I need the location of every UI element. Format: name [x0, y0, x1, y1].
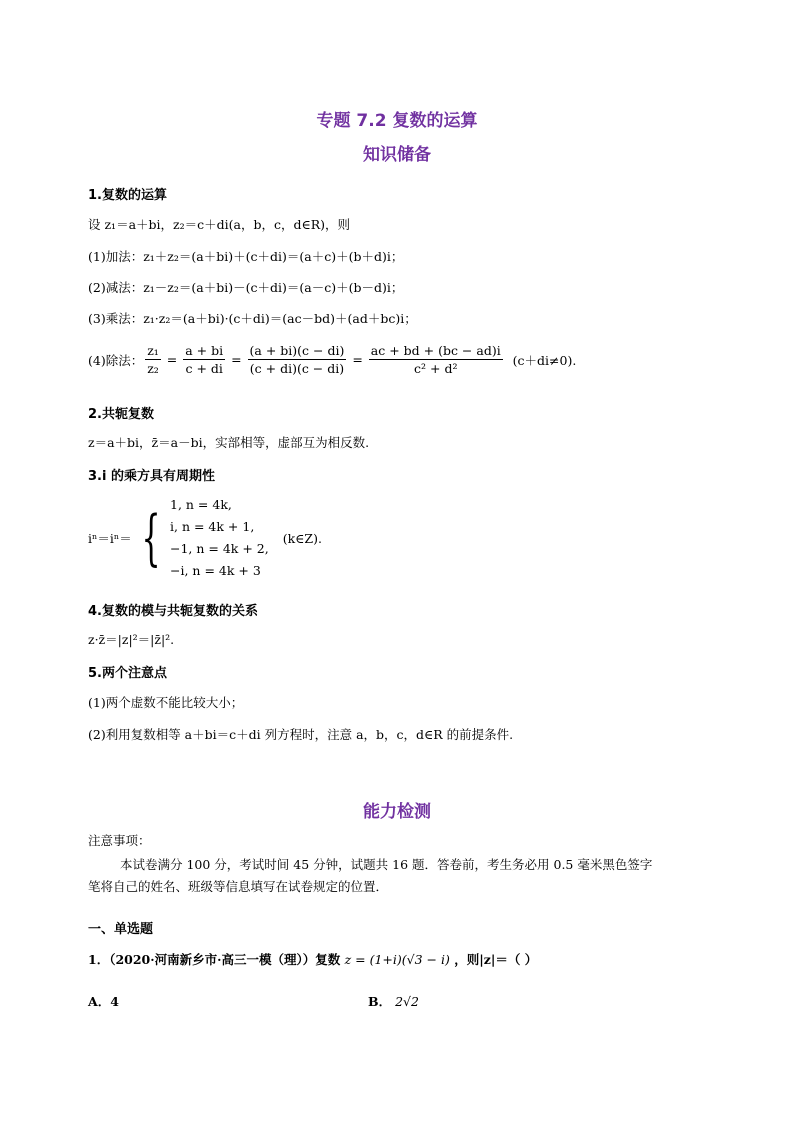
- question-1-formula: z = (1+i)(√3 − i): [344, 952, 450, 967]
- frac4-num: ac + bd + (bc − ad)i: [370, 343, 501, 358]
- notice-label: 注意事项：: [88, 833, 151, 848]
- case-1: 1, n = 4k,: [170, 497, 232, 512]
- note-2: (2)利用复数相等 a＋bi＝c＋di 列方程时，注意 a，b，c，d∈R 的前提条件.: [88, 727, 514, 742]
- frac1-num: z₁: [147, 343, 159, 358]
- modulus-relation: z·z̄＝|z|²＝|z̄|².: [88, 632, 175, 647]
- option-b-value: 2√2: [395, 994, 419, 1009]
- addition-rule: (1)加法：z₁＋z₂＝(a＋bi)＋(c＋di)＝(a＋c)＋(b＋d)i；: [88, 249, 404, 264]
- left-brace: {: [141, 503, 161, 573]
- i-power-lhs: iⁿ＝iⁿ＝: [88, 531, 132, 546]
- section-title-knowledge: 知识储备: [363, 145, 431, 165]
- subtraction-rule: (2)减法：z₁－z₂＝(a＋bi)－(c＋di)＝(a－c)＋(b－d)i；: [88, 280, 404, 295]
- section-title-test: 能力检测: [363, 802, 431, 822]
- note-1: (1)两个虚数不能比较大小；: [88, 695, 244, 710]
- case-3: −1, n = 4k + 2,: [170, 541, 269, 556]
- option-b[interactable]: [368, 992, 419, 1010]
- multiplication-rule: (3)乘法：z₁·z₂＝(a＋bi)·(c＋di)＝(ac－bd)＋(ad＋bc)i；: [88, 311, 417, 326]
- fraction-z1-over-z2: [145, 343, 161, 376]
- frac2-num: a + bi: [185, 343, 224, 358]
- option-a[interactable]: A．4: [88, 994, 119, 1009]
- conjugate-text: z＝a＋bi，z̄＝a－bi，实部相等，虚部互为相反数.: [88, 435, 370, 450]
- case-2: i, n = 4k + 1,: [170, 519, 255, 534]
- fraction-ab-over-cd: [183, 343, 225, 376]
- section3-heading: 3.i 的乘方具有周期性: [88, 469, 215, 484]
- section4-heading: 4.复数的模与共轭复数的关系: [88, 604, 258, 619]
- fraction-expanded: [248, 343, 347, 376]
- case-4: −i, n = 4k + 3: [170, 563, 261, 578]
- frac4-den: c² + d²: [414, 361, 458, 376]
- section2-heading: 2.共轭复数: [88, 407, 154, 422]
- question-1-tail: ，则|z|＝（ ）: [454, 952, 538, 967]
- notice-line-1: 本试卷满分 100 分，考试时间 45 分钟，试题共 16 题．答卷前，考生务必用 0.5 毫米黑色签字: [120, 857, 653, 872]
- k-condition: (k∈Z).: [282, 530, 322, 546]
- part1-heading: 一、单选题: [88, 922, 154, 937]
- division-rule: (4)除法： $\frac{\text{z₁}}{\text{z₂}}$ = $\frac{a + bi}{c + di}$ = $\frac{(a + bi)(c - di)}{(c + di)(c - di)}$ = $\frac{ac + bd + (bc - ad)i}{\text{c² + d²}}$ (c＋di≠0).: [88, 343, 577, 376]
- i-power-formula: [88, 494, 322, 582]
- option-b-label: B．: [368, 994, 392, 1009]
- frac1-den: z₂: [147, 361, 159, 376]
- question-1: [88, 950, 537, 968]
- division-condition: (c＋di≠0).: [512, 352, 577, 368]
- frac3-num: (a + bi)(c − di): [249, 343, 345, 358]
- cases: [170, 494, 269, 582]
- section5-heading: 5.两个注意点: [88, 666, 167, 681]
- frac3-den: (c + di)(c − di): [249, 361, 345, 376]
- notice-line-2: 笔将自己的姓名、班级等信息填写在试卷规定的位置．: [88, 879, 389, 894]
- question-1-text: 1．（2020·河南新乡市·高三一模（理））复数: [88, 952, 341, 967]
- section1-intro: 设 z₁＝a＋bi，z₂＝c＋di(a，b，c，d∈R)，则: [88, 217, 350, 232]
- section1-heading: 1.复数的运算: [88, 188, 167, 203]
- page-title: 专题 7.2 复数的运算: [316, 111, 478, 131]
- frac2-den: c + di: [185, 361, 223, 376]
- division-label: (4)除法：: [88, 352, 144, 368]
- fraction-result: [369, 343, 503, 376]
